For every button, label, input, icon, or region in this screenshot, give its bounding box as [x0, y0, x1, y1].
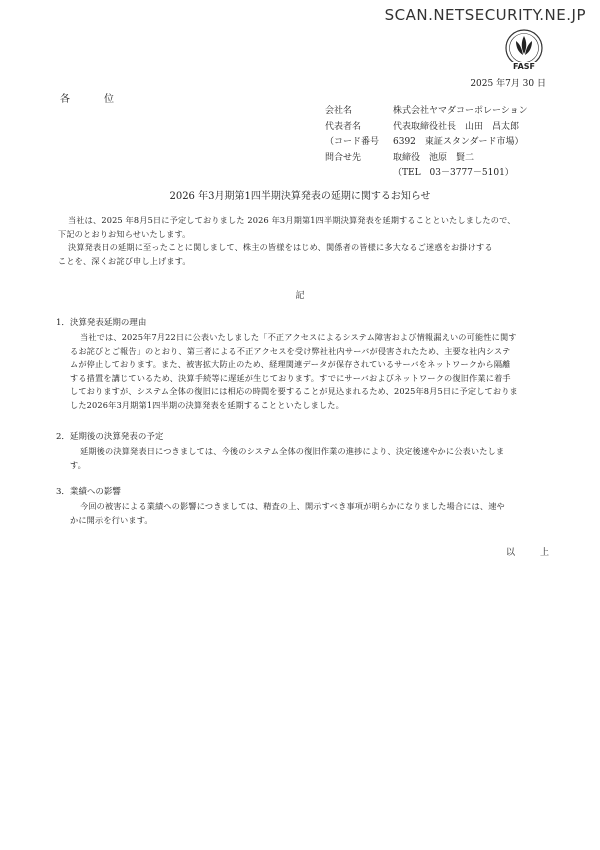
intro-line: ことを、深くお詫び申し上げます。 [58, 255, 191, 266]
document-title: 2026 年3月期第1四半期決算発表の延期に関するお知らせ [169, 191, 431, 202]
section-heading: 3．業績への影響 [56, 487, 121, 497]
fasf-label: FASF [502, 62, 546, 71]
body-line: 今回の被害による業績への影響につきましては、精査の上、開示すべき事項が明らかになりました場合には、速や [80, 501, 505, 511]
section-body [70, 331, 518, 412]
closing-mark: 以 上 [506, 548, 558, 558]
company-info-row: （コード番号 6392 東証スタンダード市場） [325, 137, 524, 147]
section-heading: 2．延期後の決算発表の予定 [56, 432, 164, 442]
body-line: した2026年3月期第1四半期の決算発表を延期することといたしました。 [70, 399, 344, 410]
company-info [325, 104, 528, 182]
company-info-row: 問合せ先 取締役 池原 賢二 [325, 152, 475, 163]
section-body [70, 500, 505, 527]
intro-paragraph [58, 214, 516, 268]
company-info-row: 代表者名 代表取締役社長 山田 昌太郎 [325, 121, 520, 132]
intro-line: 当社は、2025 年8月5日に予定しておりました 2026 年3月期第1四半期決算発表を延期することといたしましたので、 [68, 215, 516, 225]
issue-date: 2025 年7月 30 日 [470, 79, 546, 89]
body-line: 延期後の決算発表日につきましては、今後のシステム全体の復旧作業の進捗により、決定後速やかに公表いたしま [80, 446, 505, 456]
body-line: ムが停止しております。また、被害拡大防止のため、経理関連データが保存されているサーバをネットワークから隔離 [70, 359, 511, 369]
body-line: るお詫びとご報告」のとおり、第三者による不正アクセスを受け弊社社内サーバが侵害されたため、主要な社内システ [70, 345, 511, 356]
section-body [70, 445, 504, 472]
body-line: 当社では、2025年7月22日に公表いたしました「不正アクセスによるシステム障害および情報漏えいの可能性に関す [80, 332, 517, 342]
body-line: しておりますが、システム全体の復旧には相応の時間を要することが見込まれるため、2025年8月5日に予定しておりま [70, 386, 518, 396]
fasf-logo [502, 28, 546, 74]
body-line: かに開示を行います。 [70, 514, 153, 525]
watermark: SCAN.NETSECURITY.NE.JP [384, 6, 586, 24]
section-2 [56, 430, 504, 472]
intro-line: 下記のとおりお知らせいたします。 [58, 228, 191, 239]
body-line: する措置を講じているため、決算手続等に遅延が生じております。すでにサーバおよびネットワークの復旧作業に着手 [70, 372, 511, 383]
section-1 [56, 316, 518, 412]
section-heading: 1．決算発表延期の理由 [56, 318, 147, 328]
body-line: す。 [70, 459, 87, 470]
section-3 [56, 485, 505, 527]
intro-line: 決算発表日の延期に至ったことに関しまして、株主の皆様をはじめ、関係者の皆様に多大なるご迷惑をお掛けする [68, 242, 493, 252]
ki-heading: 記 [295, 291, 305, 301]
addressee: 各 位 [60, 94, 126, 105]
company-info-row: 会社名 株式会社ヤマダコーポレーション [325, 106, 528, 116]
company-info-row: （TEL 03－3777－5101） [393, 168, 514, 178]
